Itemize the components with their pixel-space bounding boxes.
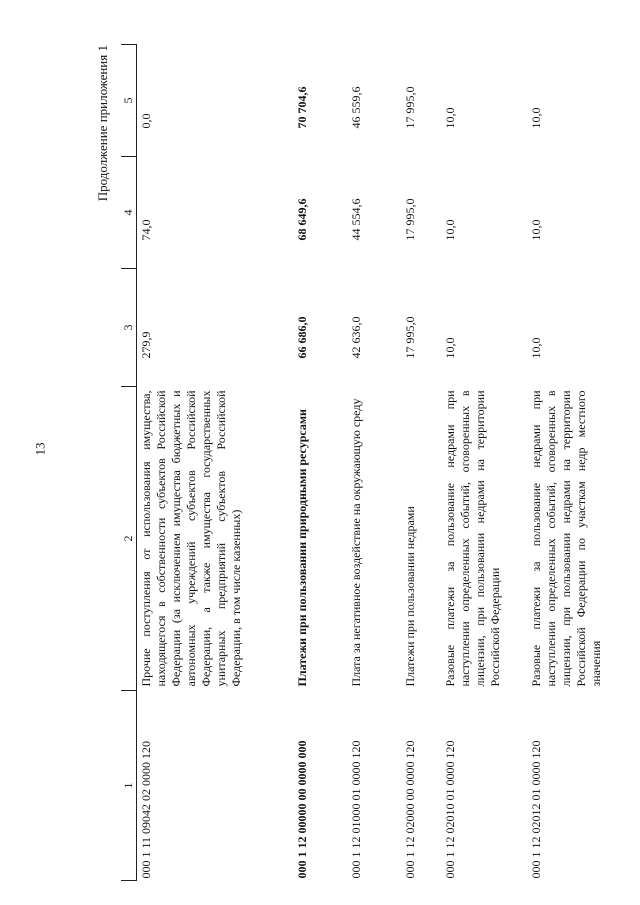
value-col-4: 10,0 <box>529 219 543 241</box>
page-number: 13 <box>32 442 48 456</box>
header-col-2: 2 <box>121 387 137 691</box>
budget-code: 000 1 11 09042 02 0000 120 <box>139 740 153 879</box>
value-col-3: 10,0 <box>529 337 543 359</box>
budget-code: 000 1 12 02000 00 0000 120 <box>403 740 417 879</box>
budget-code: 000 1 12 01000 01 0000 120 <box>349 740 363 879</box>
value-col-4: 10,0 <box>443 219 457 241</box>
value-col-5: 0,0 <box>139 113 153 129</box>
header-row <box>121 45 137 881</box>
revenue-name: Платежи при пользовании недрами <box>403 506 417 687</box>
value-col-5: 10,0 <box>529 107 543 129</box>
budget-code: 000 1 12 02010 01 0000 120 <box>443 740 457 879</box>
table-row <box>343 45 397 881</box>
budget-code: 000 1 12 00000 00 0000 000 <box>295 740 309 879</box>
value-col-3: 17 995,0 <box>403 316 417 359</box>
value-col-4: 74,0 <box>139 219 153 241</box>
value-col-5: 17 995,0 <box>403 86 417 129</box>
revenue-name: Прочие поступления от использования имущества, находящегося в собственности субъектов Российской Федерации (за исключением имущества бюджетных и автономных учреждений субъектов Российской Федерации, а также имущества государственных унитарных предприятий субъектов Российской Федерации, в том числе казенных) <box>139 390 243 687</box>
value-col-3: 42 636,0 <box>349 316 363 359</box>
header-col-1: 1 <box>121 691 137 881</box>
value-col-5: 70 704,6 <box>295 86 309 129</box>
value-col-4: 44 554,6 <box>349 198 363 241</box>
budget-code: 000 1 12 02012 01 0000 120 <box>529 740 543 879</box>
value-col-3: 10,0 <box>443 337 457 359</box>
value-col-5: 46 559,6 <box>349 86 363 129</box>
value-col-3: 66 686,0 <box>295 316 309 359</box>
header-col-4: 4 <box>121 157 137 269</box>
value-col-4: 68 649,6 <box>295 198 309 241</box>
revenue-name: Платежи при пользовании природными ресурсами <box>295 409 309 687</box>
rotated-page-content <box>95 45 603 881</box>
value-col-5: 10,0 <box>443 107 457 129</box>
table-row <box>397 45 437 881</box>
appendix-title: Продолжение приложения 1 <box>95 45 110 202</box>
table-row <box>137 45 290 881</box>
header-col-5: 5 <box>121 45 137 157</box>
revenue-table <box>121 44 605 881</box>
value-col-3: 279,9 <box>139 331 153 359</box>
table-row <box>289 45 343 881</box>
revenue-name: Разовые платежи за пользование недрами при наступлении определенных событий, оговоренных в лицензии, при пользовании недрами на территории Российской Федерации по участкам недр местного значения <box>529 390 603 687</box>
header-col-3: 3 <box>121 269 137 387</box>
table-row <box>437 45 523 881</box>
revenue-name: Разовые платежи за пользование недрами при наступлении определенных событий, оговоренных в лицензии, при пользовании недрами на территории Российской Федерации <box>443 390 502 687</box>
revenue-name: Плата за негативное воздействие на окружающую среду <box>349 398 363 687</box>
table-row <box>523 45 605 881</box>
value-col-4: 17 995,0 <box>403 198 417 241</box>
